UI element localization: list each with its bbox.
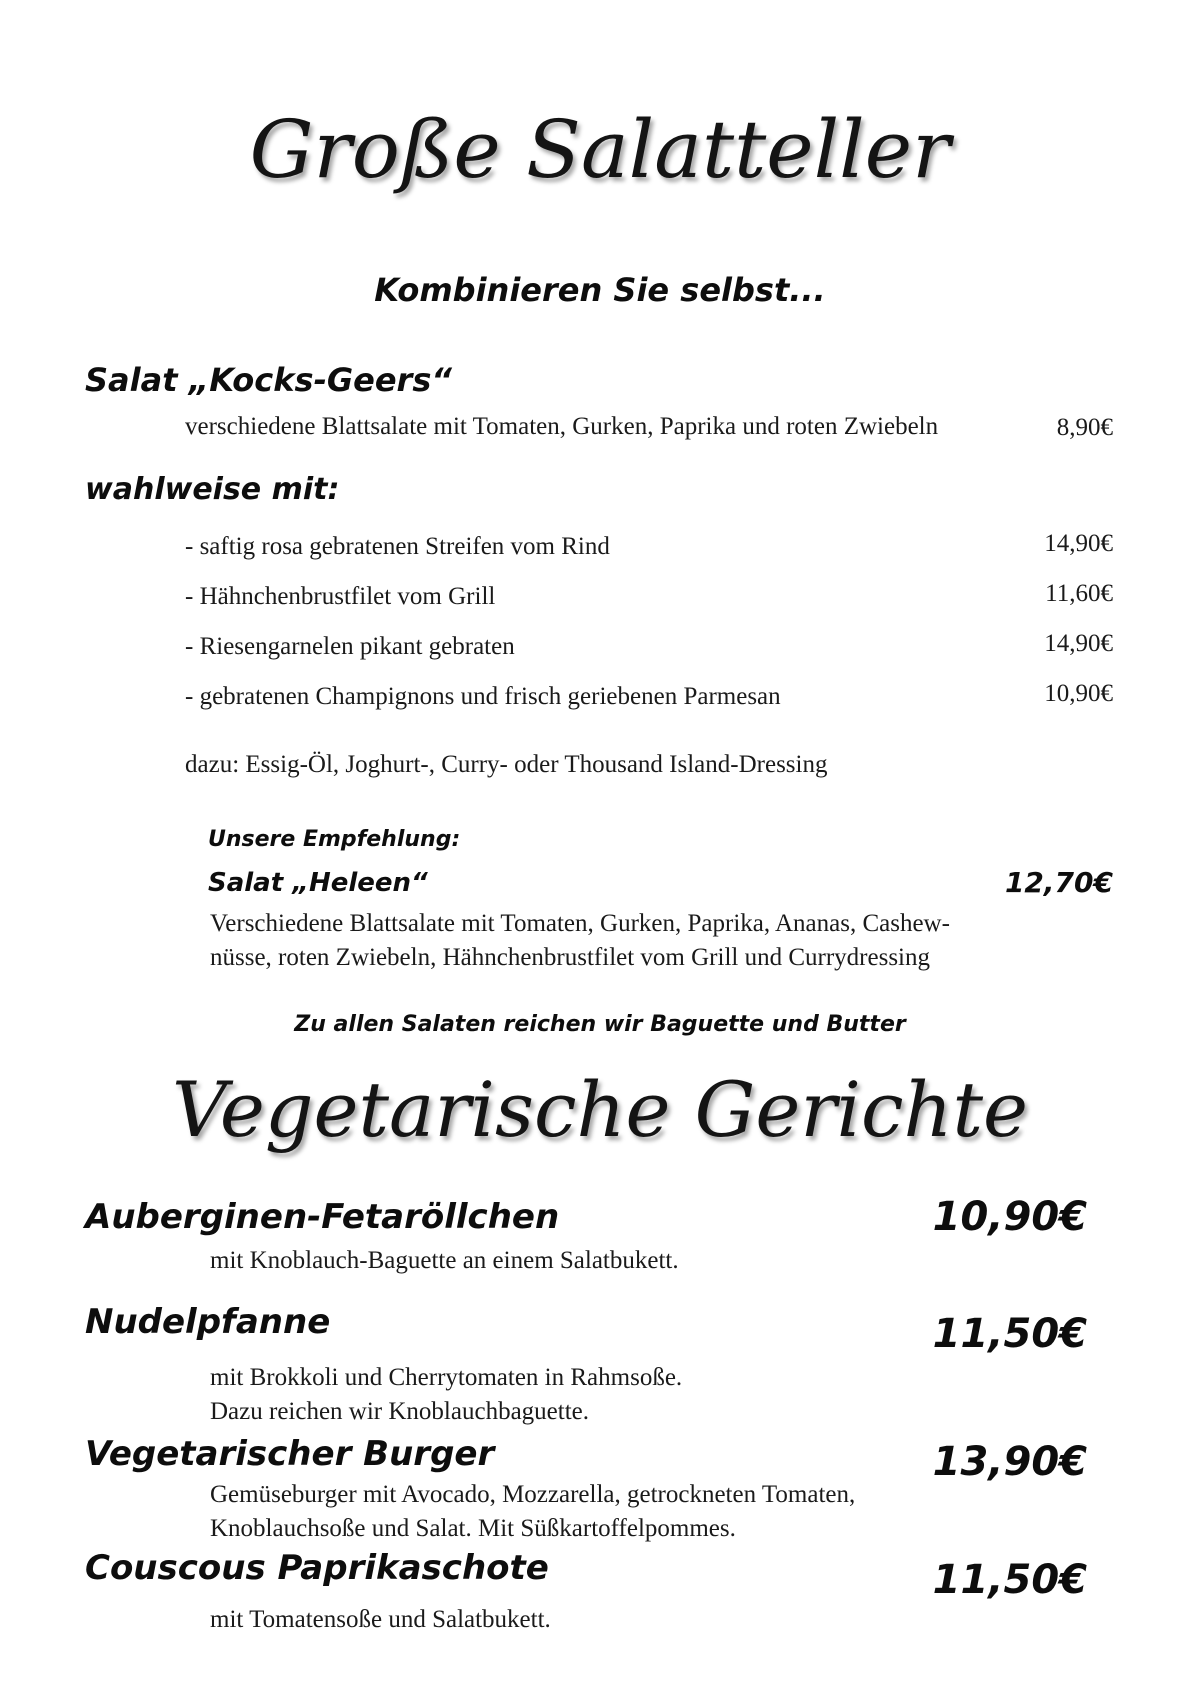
dish-description-line: Dazu reichen wir Knoblauchbaguette. <box>210 1398 590 1425</box>
dish-price: 11,50€ <box>932 1557 1087 1603</box>
option-label: - Riesengarnelen pikant gebraten <box>185 633 515 660</box>
dish-name: Auberginen-Fetaröllchen <box>85 1197 560 1237</box>
dish-description-line: mit Knoblauch-Baguette an einem Salatbukett. <box>210 1247 679 1274</box>
option-price: 11,60€ <box>1045 580 1113 607</box>
option-label: - Hähnchenbrustfilet vom Grill <box>185 583 496 610</box>
base-salad-name: Salat „Kocks-Geers“ <box>85 361 452 399</box>
dish-description-line: mit Brokkoli und Cherrytomaten in Rahmsoße. <box>210 1364 683 1391</box>
dressing-note: dazu: Essig-Öl, Joghurt-, Curry- oder Thousand Island-Dressing <box>185 751 828 778</box>
option-price: 14,90€ <box>1044 630 1113 657</box>
recommendation-description-line1: Verschiedene Blattsalate mit Tomaten, Gurken, Paprika, Ananas, Cashew- <box>210 910 950 937</box>
salad-section-subtitle: Kombinieren Sie selbst... <box>374 271 826 309</box>
dish-description-line: Knoblauchsoße und Salat. Mit Süßkartoffelpommes. <box>210 1515 736 1542</box>
option-label: - gebratenen Champignons und frisch geriebenen Parmesan <box>185 683 781 710</box>
dish-description-line: mit Tomatensoße und Salatbukett. <box>210 1606 551 1633</box>
dish-name: Couscous Paprikaschote <box>85 1548 549 1588</box>
dish-description-line: Gemüseburger mit Avocado, Mozzarella, getrockneten Tomaten, <box>210 1481 856 1508</box>
dish-name: Vegetarischer Burger <box>85 1434 495 1474</box>
recommendation-description-line2: nüsse, roten Zwiebeln, Hähnchenbrustfilet vom Grill und Currydressing <box>210 944 930 971</box>
dish-price: 10,90€ <box>932 1194 1087 1240</box>
recommendation-price: 12,70€ <box>1004 866 1113 899</box>
salad-section-title: Große Salatteller <box>249 103 951 196</box>
option-price: 14,90€ <box>1044 530 1113 557</box>
dish-price: 13,90€ <box>932 1439 1087 1485</box>
dish-price: 11,50€ <box>932 1311 1087 1357</box>
options-heading: wahlweise mit: <box>85 472 340 507</box>
base-salad-price: 8,90€ <box>1056 414 1113 441</box>
option-label: - saftig rosa gebratenen Streifen vom Rind <box>185 533 610 560</box>
recommendation-heading: Unsere Empfehlung: <box>208 827 461 852</box>
recommendation-name: Salat „Heleen“ <box>208 868 428 898</box>
salad-footer-note: Zu allen Salaten reichen wir Baguette und Butter <box>294 1012 906 1037</box>
vegetarian-section-title: Vegetarische Gerichte <box>171 1065 1028 1154</box>
option-price: 10,90€ <box>1044 680 1113 707</box>
base-salad-description: verschiedene Blattsalate mit Tomaten, Gurken, Paprika und roten Zwiebeln <box>185 413 939 440</box>
dish-name: Nudelpfanne <box>85 1302 331 1342</box>
